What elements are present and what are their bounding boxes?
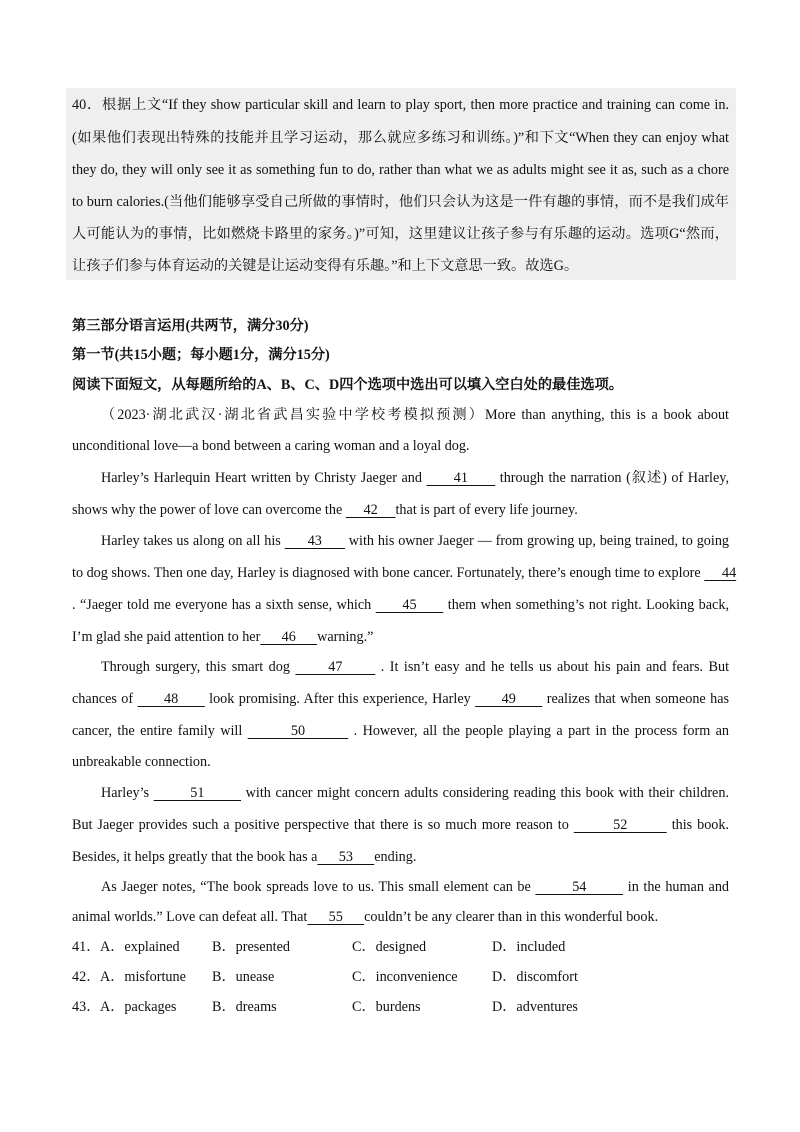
passage-line: （2023·湖北武汉·湖北省武昌实验中学校考模拟预测）More than anything, this is a book about bbox=[101, 407, 729, 423]
blank-48: 48 bbox=[137, 691, 205, 707]
question-number: 41． bbox=[72, 939, 101, 955]
blank-44: 44 bbox=[704, 565, 737, 581]
blank-43: 43 bbox=[284, 533, 345, 549]
passage-line: I’m glad she paid attention to her 46 warning.” bbox=[72, 629, 374, 645]
question-number: 42． bbox=[72, 969, 101, 985]
passage-line: . “Jaeger told me everyone has a sixth sense, which 45 them when something’s not right. Looking back, bbox=[72, 597, 729, 613]
blank-47: 47 bbox=[295, 659, 376, 675]
option-d: D．adventures bbox=[492, 999, 578, 1015]
passage-line: chances of 48 look promising. After this experience, Harley 49 realizes that when someone has bbox=[72, 691, 730, 707]
part-title: 第三部分语言运用(共两节，满分30分) bbox=[72, 318, 309, 334]
question-number: 43． bbox=[72, 999, 101, 1015]
passage-line: But Jaeger provides such a positive perspective that there is so much more reason to 52 this book. bbox=[72, 817, 730, 833]
option-a: A．packages bbox=[100, 999, 177, 1015]
passage-line: Harley’s 51 with cancer might concern adults considering reading this book with their children. bbox=[101, 785, 729, 801]
blank-49: 49 bbox=[475, 691, 543, 707]
passage-line: As Jaeger notes, “The book spreads love to us. This small element can be 54 in the human and bbox=[101, 879, 730, 895]
option-c: C．burdens bbox=[352, 999, 421, 1015]
option-b: B．dreams bbox=[212, 999, 277, 1015]
passage-line: to dog shows. Then one day, Harley is diagnosed with bone cancer. Fortunately, there’s enough time to explore 44 bbox=[72, 565, 737, 581]
option-c: C．inconvenience bbox=[352, 969, 458, 985]
explanation-box bbox=[66, 88, 736, 280]
explanation-line: they do, they will only see it as something fun to do, rather than what we as adults might see it as, such as a chore bbox=[72, 162, 729, 178]
passage-line: animal worlds.” Love can defeat all. That 55 couldn’t be any clearer than in this wonderful book. bbox=[72, 909, 659, 925]
blank-54: 54 bbox=[535, 879, 624, 895]
option-d: D．included bbox=[492, 939, 566, 955]
blank-53: 53 bbox=[317, 849, 375, 865]
blank-41: 41 bbox=[426, 470, 496, 486]
option-c: C．designed bbox=[352, 939, 427, 955]
explanation-line: 让孩子们参与体育运动的关键是让运动变得有乐趣。”和上下文意思一致。故选G。 bbox=[72, 258, 579, 274]
passage-line: unbreakable connection. bbox=[72, 754, 211, 770]
blank-51: 51 bbox=[153, 785, 242, 801]
blank-46: 46 bbox=[260, 629, 318, 645]
explanation-line: 人可能认为的事情，比如燃烧卡路里的家务。)”可知，这里建议让孩子参与有乐趣的运动。选项G“然而， bbox=[72, 226, 729, 242]
passage-line: shows why the power of love can overcome the 42 that is part of every life journey. bbox=[72, 502, 578, 518]
instruction: 阅读下面短文，从每题所给的A、B、C、D四个选项中选出可以填入空白处的最佳选项。 bbox=[72, 377, 623, 393]
subsection-title: 第一节(共15小题；每小题1分，满分15分) bbox=[72, 347, 330, 363]
explanation-line: to burn calories.(当他们能够享受自己所做的事情时，他们只会认为这是一件有趣的事情，而不是我们成年 bbox=[72, 194, 729, 210]
option-d: D．discomfort bbox=[492, 969, 578, 985]
option-b: B．unease bbox=[212, 969, 275, 985]
blank-50: 50 bbox=[247, 723, 349, 739]
blank-55: 55 bbox=[307, 909, 365, 925]
option-b: B．presented bbox=[212, 939, 291, 955]
option-a: A．explained bbox=[100, 939, 180, 955]
passage-line: Through surgery, this smart dog 47 . It isn’t easy and he tells us about his pain and fears. But bbox=[101, 659, 730, 675]
blank-52: 52 bbox=[573, 817, 667, 833]
passage-line: Besides, it helps greatly that the book has a 53 ending. bbox=[72, 849, 417, 865]
option-a: A．misfortune bbox=[100, 969, 186, 985]
passage-line: Harley’s Harlequin Heart written by Christy Jaeger and 41 through the narration (叙述) of Harley, bbox=[101, 470, 730, 486]
blank-42: 42 bbox=[345, 502, 396, 518]
passage-line: cancer, the entire family will 50 . However, all the people playing a part in the process form an bbox=[72, 723, 730, 739]
blank-45: 45 bbox=[375, 597, 444, 613]
explanation-line: 40．根据上文“If they show particular skill and learn to play sport, then more practice and training can come in. bbox=[72, 97, 729, 113]
passage-line: Harley takes us along on all his 43 with his owner Jaeger — from growing up, being trained, to going bbox=[101, 533, 730, 549]
passage-line: unconditional love—a bond between a caring woman and a loyal dog. bbox=[72, 438, 470, 454]
explanation-line: (如果他们表现出特殊的技能并且学习运动，那么就应多练习和训练。)”和下文“When they can enjoy what bbox=[72, 130, 729, 146]
